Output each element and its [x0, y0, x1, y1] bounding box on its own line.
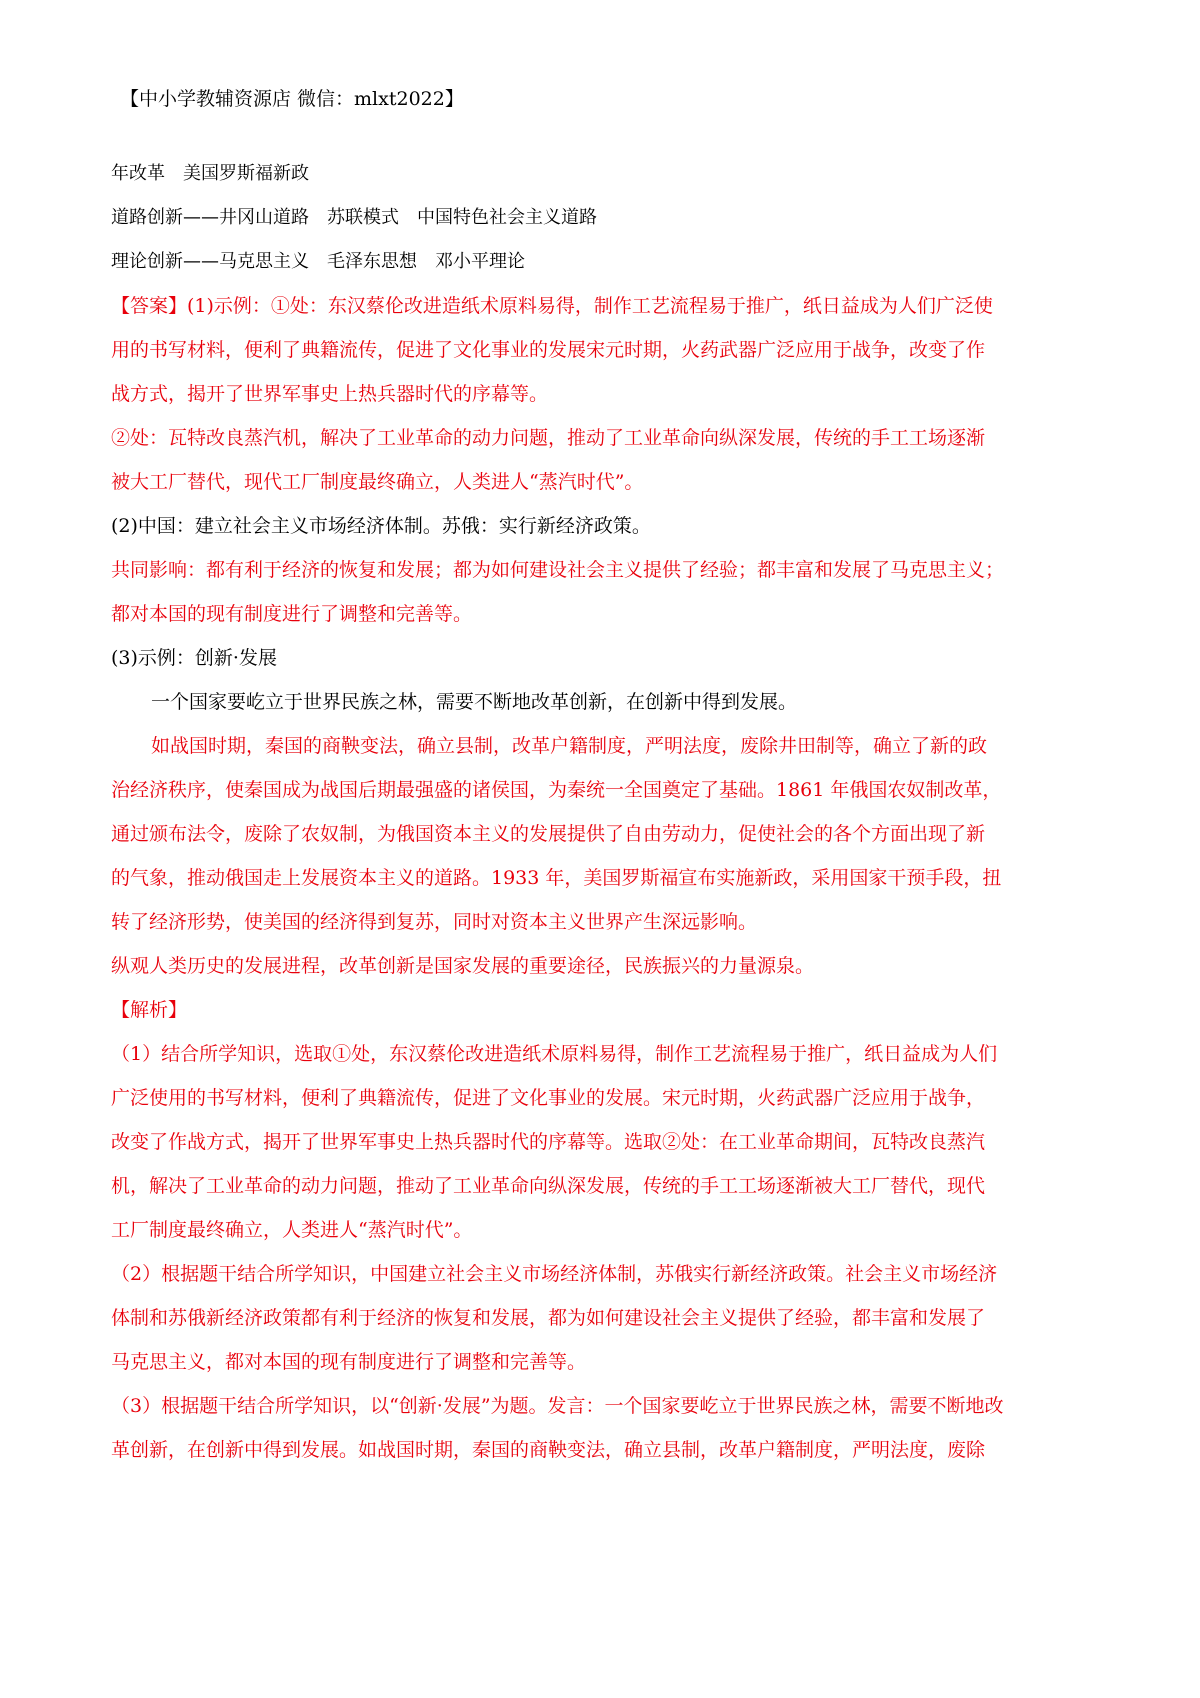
answer-line: 治经济秩序，使秦国成为战国后期最强盛的诸侯国，为秦统一全国奠定了基础。1861 年俄国农奴制改革， — [111, 779, 1002, 801]
analysis-line: 体制和苏俄新经济政策都有利于经济的恢复和发展，都为如何建设社会主义提供了经验，都丰富和发展了 — [111, 1307, 986, 1329]
answer-line: 用的书写材料，便利了典籍流传，促进了文化事业的发展宋元时期，火药武器广泛应用于战争，改变了作 — [111, 339, 986, 361]
analysis-line: 革创新，在创新中得到发展。如战国时期，秦国的商鞅变法，确立县制，改革户籍制度，严明法度，废除 — [111, 1439, 986, 1461]
answer-line: 都对本国的现有制度进行了调整和完善等。 — [111, 603, 473, 625]
answer-line: 通过颁布法令，废除了农奴制，为俄国资本主义的发展提供了自由劳动力，促使社会的各个方面出现了新 — [111, 823, 986, 845]
document-body — [111, 152, 1099, 1472]
answer-line: 纵观人类历史的发展进程，改革创新是国家发展的重要途径，民族振兴的力量源泉。 — [111, 955, 815, 977]
intro-line: 道路创新——井冈山道路 苏联模式 中国特色社会主义道路 — [111, 207, 597, 228]
analysis-label: 【解析】 — [111, 999, 188, 1021]
analysis-line: 机，解决了工业革命的动力问题，推动了工业革命向纵深发展，传统的手工工场逐渐被大工厂替代，现代 — [111, 1175, 986, 1197]
answer-label: 【答案】 — [111, 295, 188, 317]
intro-line: 理论创新——马克思主义 毛泽东思想 邓小平理论 — [111, 251, 525, 272]
answer-line: ②处：瓦特改良蒸汽机，解决了工业革命的动力问题，推动了工业革命向纵深发展，传统的手工工场逐渐 — [111, 427, 986, 449]
analysis-line: （2）根据题干结合所学知识，中国建立社会主义市场经济体制，苏俄实行新经济政策。社会主义市场经济 — [111, 1263, 998, 1285]
answer-line: 战方式，揭开了世界军事史上热兵器时代的序幕等。 — [111, 383, 549, 405]
answer-line-1 — [111, 284, 1099, 328]
intro-line: 年改革 美国罗斯福新政 — [111, 163, 309, 184]
analysis-line: 改变了作战方式，揭开了世界军事史上热兵器时代的序幕等。选取②处：在工业革命期间，瓦特改良蒸汽 — [111, 1131, 986, 1153]
answer-text: (1)示例：①处：东汉蔡伦改进造纸术原料易得，制作工艺流程易于推广，纸日益成为人们广泛使 — [187, 295, 993, 317]
answer-line: 共同影响：都有利于经济的恢复和发展；都为如何建设社会主义提供了经验；都丰富和发展了马克思主义； — [111, 559, 1005, 581]
answer-line: 被大工厂替代，现代工厂制度最终确立，人类进人“蒸汽时代”。 — [111, 471, 644, 493]
answer-line: 一个国家要屹立于世界民族之林，需要不断地改革创新，在创新中得到发展。 — [151, 691, 798, 713]
analysis-line: 工厂制度最终确立，人类进人“蒸汽时代”。 — [111, 1219, 473, 1241]
answer-line: (2)中国：建立社会主义市场经济体制。苏俄：实行新经济政策。 — [111, 515, 651, 537]
analysis-line: （1）结合所学知识，选取①处，东汉蔡伦改进造纸术原料易得，制作工艺流程易于推广，纸日益成为人们 — [111, 1043, 998, 1065]
answer-line: 如战国时期，秦国的商鞅变法，确立县制，改革户籍制度，严明法度，废除井田制等，确立了新的政 — [151, 735, 988, 757]
answer-line: 的气象，推动俄国走上发展资本主义的道路。1933 年，美国罗斯福宣布实施新政，采用国家干预手段，扭 — [111, 867, 1002, 889]
analysis-line: （3）根据题干结合所学知识，以“创新·发展”为题。发言：一个国家要屹立于世界民族之林，需要不断地改 — [111, 1395, 1004, 1417]
analysis-line: 马克思主义，都对本国的现有制度进行了调整和完善等。 — [111, 1351, 587, 1373]
answer-line: 转了经济形势，使美国的经济得到复苏，同时对资本主义世界产生深远影响。 — [111, 911, 758, 933]
analysis-line: 广泛使用的书写材料，便利了典籍流传，促进了文化事业的发展。宋元时期，火药武器广泛应用于战争， — [111, 1087, 986, 1109]
page-header: 【中小学教辅资源店 微信：mlxt2022】 — [120, 88, 464, 110]
answer-line: (3)示例：创新·发展 — [111, 647, 277, 669]
